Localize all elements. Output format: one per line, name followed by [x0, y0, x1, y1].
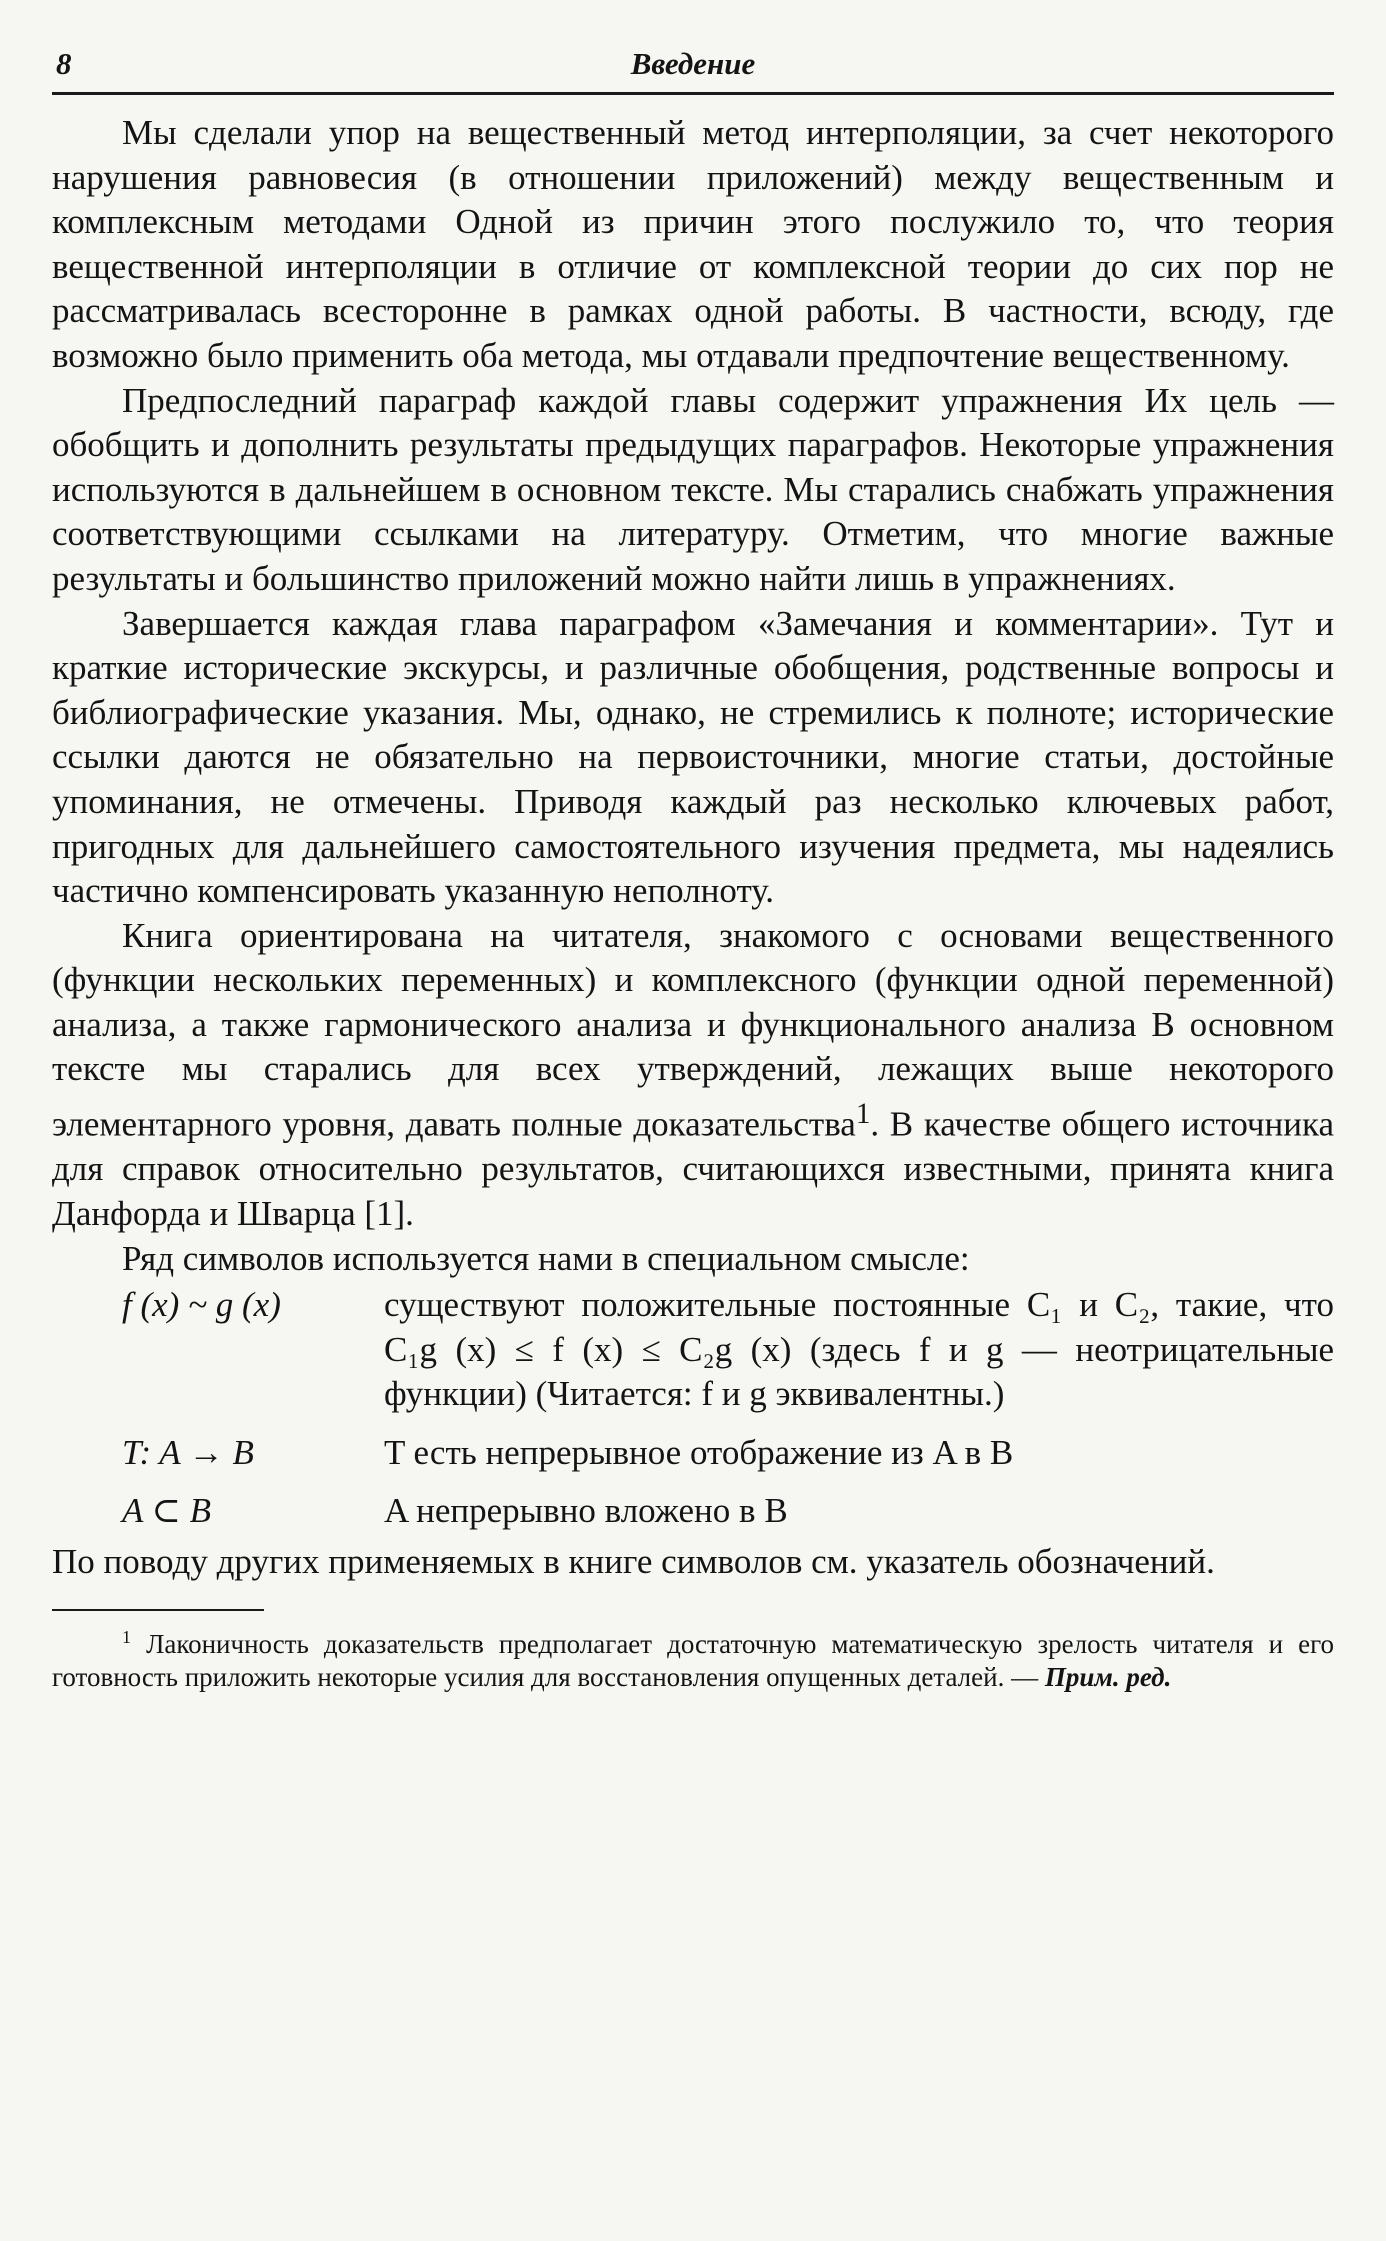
- paragraph-method: Мы сделали упор на вещественный метод интерполяции, за счет некоторого нарушения равновесия (в отношении приложений) между вещественным и комплексным методами Одной из причин этого послужило то, что теория вещественной интерполяции в отличие от комплексной теории до сих пор не рассматривалась всесторонне в рамках одной работы. В частности, всюду, где возможно было применить оба метода, мы отдавали предпочтение вещественному.: [52, 113, 1334, 375]
- paragraph-audience-text-end: . В качестве общего источника для справок относительно результатов, считающихся известными, принята книга Данфорда и Шварца [1].: [52, 1104, 1334, 1233]
- symbols-list: [52, 1283, 1334, 1534]
- symbol-definition: существуют положительные постоянные C₁ и C₂, такие, что C₁g (x) ≤ f (x) ≤ C₂g (x) (здесь f и g — неотрицательные функции) (Читается: f и g эквивалентны.): [384, 1285, 1334, 1414]
- symbol-notation: T: A → B: [122, 1432, 254, 1472]
- running-head: [52, 40, 1334, 90]
- symbol-notation: A ⊂ B: [122, 1491, 211, 1531]
- paragraph-audience-text: Книга ориентирована на читателя, знакомого с основами вещественного (функции нескольких переменных) и комплексного (функции одной переменной) анализа, а также гармонического анализа и функционального анализа В основном тексте мы старались для всех утверждений, лежащих выше некоторого элементарного уровня, давать полные доказательства: [52, 915, 1334, 1144]
- footnote: [52, 1621, 1334, 1695]
- footnote-reference[interactable]: 1: [855, 1098, 871, 1131]
- header-rule: [52, 92, 1334, 95]
- footnote-mark: 1: [122, 1626, 131, 1647]
- paragraph-remarks: Завершается каждая глава параграфом «Замечания и комментарии». Тут и краткие исторические экскурсы, и различные обобщения, родственные вопросы и библиографические указания. Мы, однако, не стремились к полноте; исторические ссылки даются не обязательно на первоисточники, многие статьи, достойные упоминания, не отмечены. Приводя каждый раз несколько ключевых работ, пригодных для дальнейшего самостоятельного изучения предмета, мы надеялись частично компенсировать указанную неполноту.: [52, 603, 1334, 911]
- page-number: 8: [56, 46, 72, 81]
- footnote-rule: [52, 1609, 264, 1611]
- book-page: [52, 40, 1334, 1694]
- symbol-row-embedding: [52, 1489, 1334, 1534]
- symbol-row-equivalence: [52, 1283, 1334, 1417]
- footnote-credit: Прим. ред.: [1044, 1662, 1172, 1693]
- paragraph-audience: [52, 914, 1334, 1237]
- paragraph-exercises: Предпоследний параграф каждой главы содержит упражнения Их цель — обобщить и дополнить результаты предыдущих параграфов. Некоторые упражнения используются в дальнейшем в основном тексте. Мы старались снабжать упражнения соответствующими ссылками на литературу. Отметим, что многие важные результаты и большинство приложений можно найти лишь в упражнениях.: [52, 380, 1334, 598]
- symbol-row-mapping: [52, 1431, 1334, 1476]
- symbols-intro: Ряд символов используется нами в специальном смысле:: [122, 1238, 970, 1278]
- paragraph-symbol-index: По поводу других применяемых в книге символов см. указатель обозначений.: [52, 1542, 1215, 1582]
- symbol-definition: A непрерывно вложено в B: [384, 1491, 788, 1531]
- symbol-definition: T есть непрерывное отображение из A в B: [384, 1432, 1014, 1472]
- footnote-text: Лаконичность доказательств предполагает достаточную математическую зрелость читателя и его готовность приложить некоторые усилия для восстановления опущенных деталей. —: [52, 1628, 1335, 1693]
- chapter-title: Введение: [630, 46, 756, 81]
- symbol-notation: f (x) ~ g (x): [122, 1285, 281, 1325]
